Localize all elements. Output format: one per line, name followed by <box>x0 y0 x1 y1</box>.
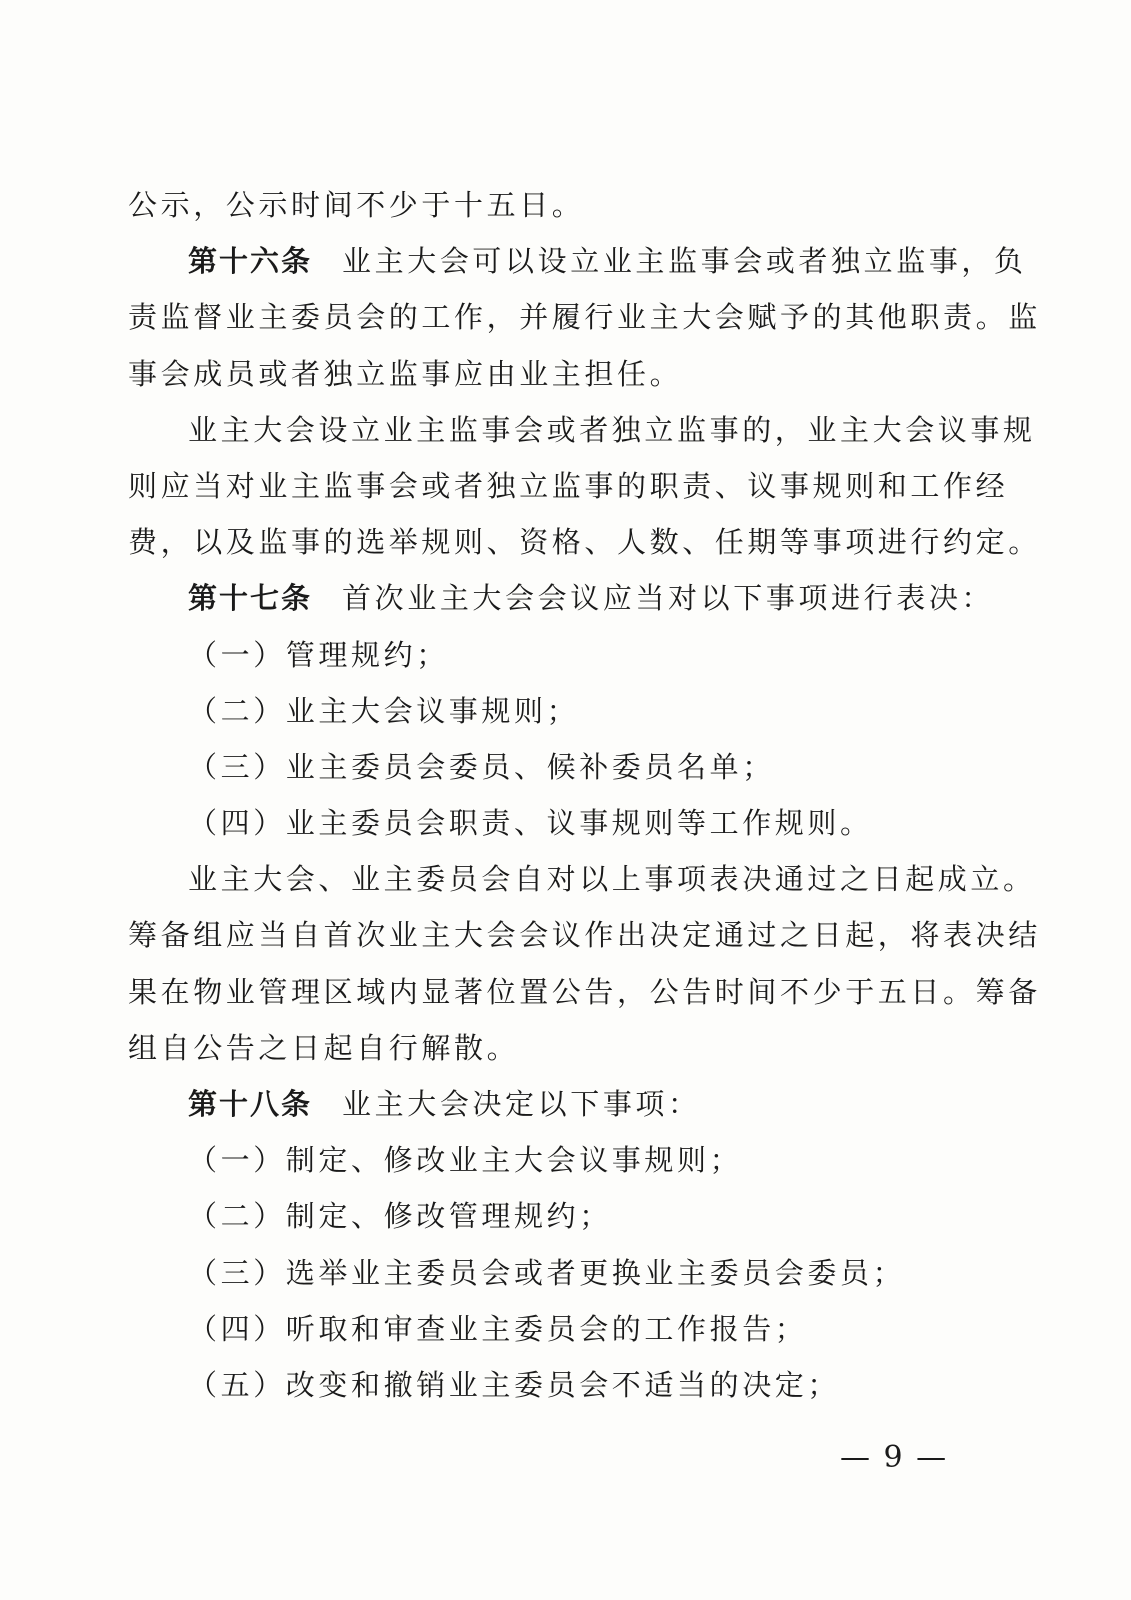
page-number: — 9 — <box>840 1440 949 1475</box>
article-17-line: 第十七条 首次业主大会会议应当对以下事项进行表决： <box>188 581 995 616</box>
article-16-line: 第十六条 业主大会可以设立业主监事会或者独立监事，负 <box>188 244 1027 279</box>
body-text <box>128 177 1041 1413</box>
text-line: 则应当对业主监事会或者独立监事的职责、议事规则和工作经 <box>128 468 1009 503</box>
text-line: 责监督业主委员会的工作，并履行业主大会赋予的其他职责。监 <box>128 300 1041 335</box>
text-line: 事会成员或者独立监事应由业主担任。 <box>128 356 683 391</box>
article-heading: 第十六条 <box>188 244 313 279</box>
text-line: 费，以及监事的选举规则、资格、人数、任期等事项进行约定。 <box>128 525 1041 560</box>
article-18-line: 第十八条 业主大会决定以下事项： <box>188 1087 701 1121</box>
text-line: 业主大会、业主委员会自对以上事项表决通过之日起成立。 <box>188 862 1036 897</box>
article-heading: 第十八条 <box>188 1087 313 1121</box>
text-line: 业主大会设立业主监事会或者独立监事的，业主大会议事规 <box>188 412 1036 447</box>
list-item: （二）制定、修改管理规约； <box>188 1199 612 1234</box>
list-item: （三）业主委员会委员、候补委员名单； <box>188 749 775 784</box>
list-item: （三）选举业主委员会或者更换业主委员会委员； <box>188 1255 906 1290</box>
list-item: （四）业主委员会职责、议事规则等工作规则。 <box>188 806 873 841</box>
list-item: （一）管理规约； <box>188 637 449 672</box>
text-line: 筹备组应当自首次业主大会会议作出决定通过之日起，将表决结 <box>128 918 1041 953</box>
text-line: 果在物业管理区域内显著位置公告，公告时间不少于五日。筹备 <box>128 974 1041 1009</box>
list-item: （四）听取和审查业主委员会的工作报告； <box>188 1311 808 1346</box>
text-line: 组自公告之日起自行解散。 <box>128 1030 520 1065</box>
list-item: （一）制定、修改业主大会议事规则； <box>188 1143 743 1178</box>
text-line: 公示，公示时间不少于十五日。 <box>128 188 585 222</box>
list-item: （二）业主大会议事规则； <box>188 693 580 728</box>
list-item: （五）改变和撤销业主委员会不适当的决定； <box>188 1367 841 1402</box>
article-heading: 第十七条 <box>188 581 313 616</box>
